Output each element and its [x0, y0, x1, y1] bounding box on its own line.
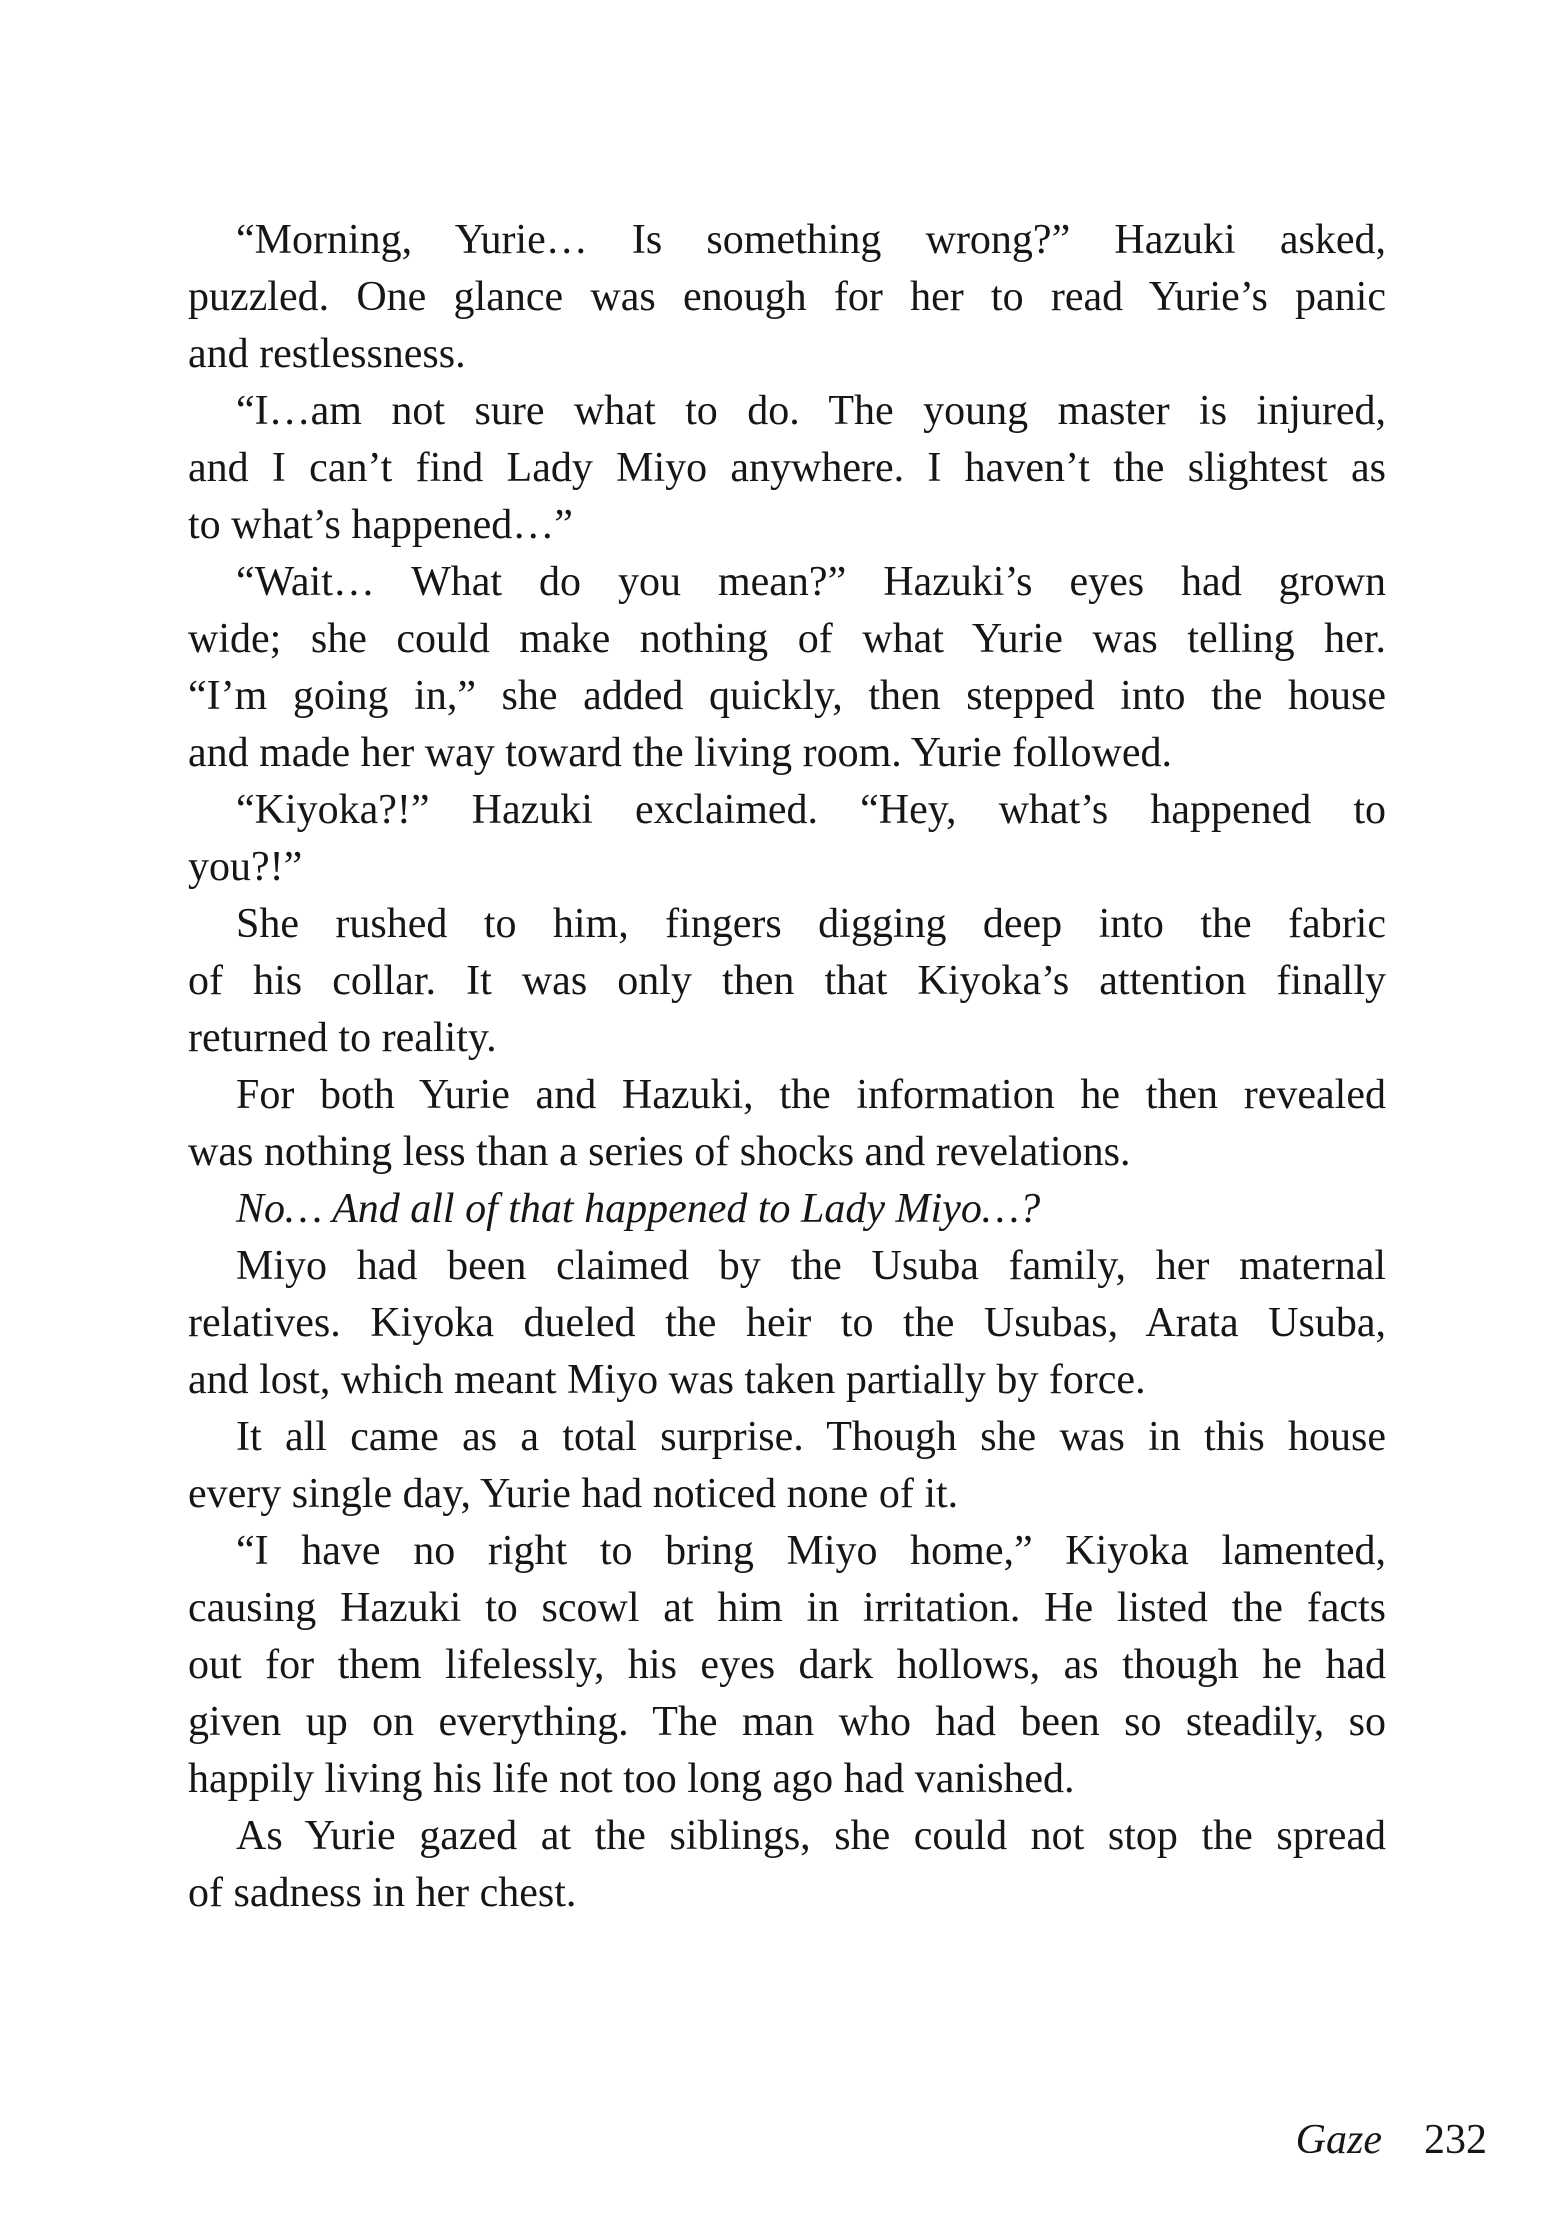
text-line: and I can’t find Lady Miyo anywhere. I haven’t the slightest as [188, 445, 1386, 491]
text-line: was nothing less than a series of shocks and revelations. [188, 1129, 1131, 1175]
text-line: happily living his life not too long ago had vanished. [188, 1756, 1075, 1802]
running-footer [1296, 2116, 1487, 2164]
text-line: you?!” [188, 844, 303, 890]
text-line: every single day, Yurie had noticed none of it. [188, 1471, 959, 1517]
text-line: Miyo had been claimed by the Usuba family, her maternal [236, 1243, 1386, 1289]
chapter-title: Gaze [1295, 2117, 1382, 2163]
paragraph [188, 1808, 1386, 1922]
text-line: and made her way toward the living room. Yurie followed. [188, 730, 1173, 776]
text-line: For both Yurie and Hazuki, the information he then revealed [236, 1072, 1386, 1118]
text-line: and restlessness. [188, 331, 466, 377]
text-line: relatives. Kiyoka dueled the heir to the Usubas, Arata Usuba, [188, 1300, 1386, 1346]
text-line: causing Hazuki to scowl at him in irritation. He listed the facts [188, 1585, 1386, 1631]
page-number: 232 [1424, 2117, 1487, 2163]
text-line: “I…am not sure what to do. The young master is injured, [236, 388, 1386, 434]
paragraph [188, 1523, 1386, 1808]
text-line: It all came as a total surprise. Though she was in this house [236, 1414, 1386, 1460]
text-line: to what’s happened…” [188, 502, 573, 548]
text-line: returned to reality. [188, 1015, 497, 1061]
text-line: “Morning, Yurie… Is something wrong?” Hazuki asked, [236, 217, 1386, 263]
text-line: She rushed to him, fingers digging deep into the fabric [236, 901, 1386, 947]
text-line: “Kiyoka?!” Hazuki exclaimed. “Hey, what’s happened to [236, 787, 1386, 833]
paragraph [188, 554, 1386, 782]
paragraph [188, 896, 1386, 1067]
text-line: No… And all of that happened to Lady Miyo…? [236, 1186, 1041, 1232]
text-line: wide; she could make nothing of what Yurie was telling her. [188, 616, 1386, 662]
text-line: “I have no right to bring Miyo home,” Kiyoka lamented, [236, 1528, 1386, 1574]
text-line: puzzled. One glance was enough for her to read Yurie’s panic [188, 274, 1386, 320]
text-line: out for them lifelessly, his eyes dark hollows, as though he had [188, 1642, 1386, 1688]
text-line: given up on everything. The man who had been so steadily, so [188, 1699, 1386, 1745]
paragraph [188, 1067, 1386, 1181]
paragraph [188, 1238, 1386, 1409]
text-line: “Wait… What do you mean?” Hazuki’s eyes had grown [236, 559, 1386, 605]
body-text [188, 212, 1386, 1922]
text-line: “I’m going in,” she added quickly, then stepped into the house [188, 673, 1386, 719]
text-line: As Yurie gazed at the siblings, she could not stop the spread [236, 1813, 1386, 1859]
text-line: of his collar. It was only then that Kiyoka’s attention finally [188, 958, 1386, 1004]
paragraph [188, 212, 1386, 383]
paragraph [188, 1409, 1386, 1523]
paragraph [188, 782, 1386, 896]
paragraph-inner-monologue [188, 1181, 1386, 1238]
paragraph [188, 383, 1386, 554]
text-line: of sadness in her chest. [188, 1870, 577, 1916]
text-line: and lost, which meant Miyo was taken partially by force. [188, 1357, 1146, 1403]
